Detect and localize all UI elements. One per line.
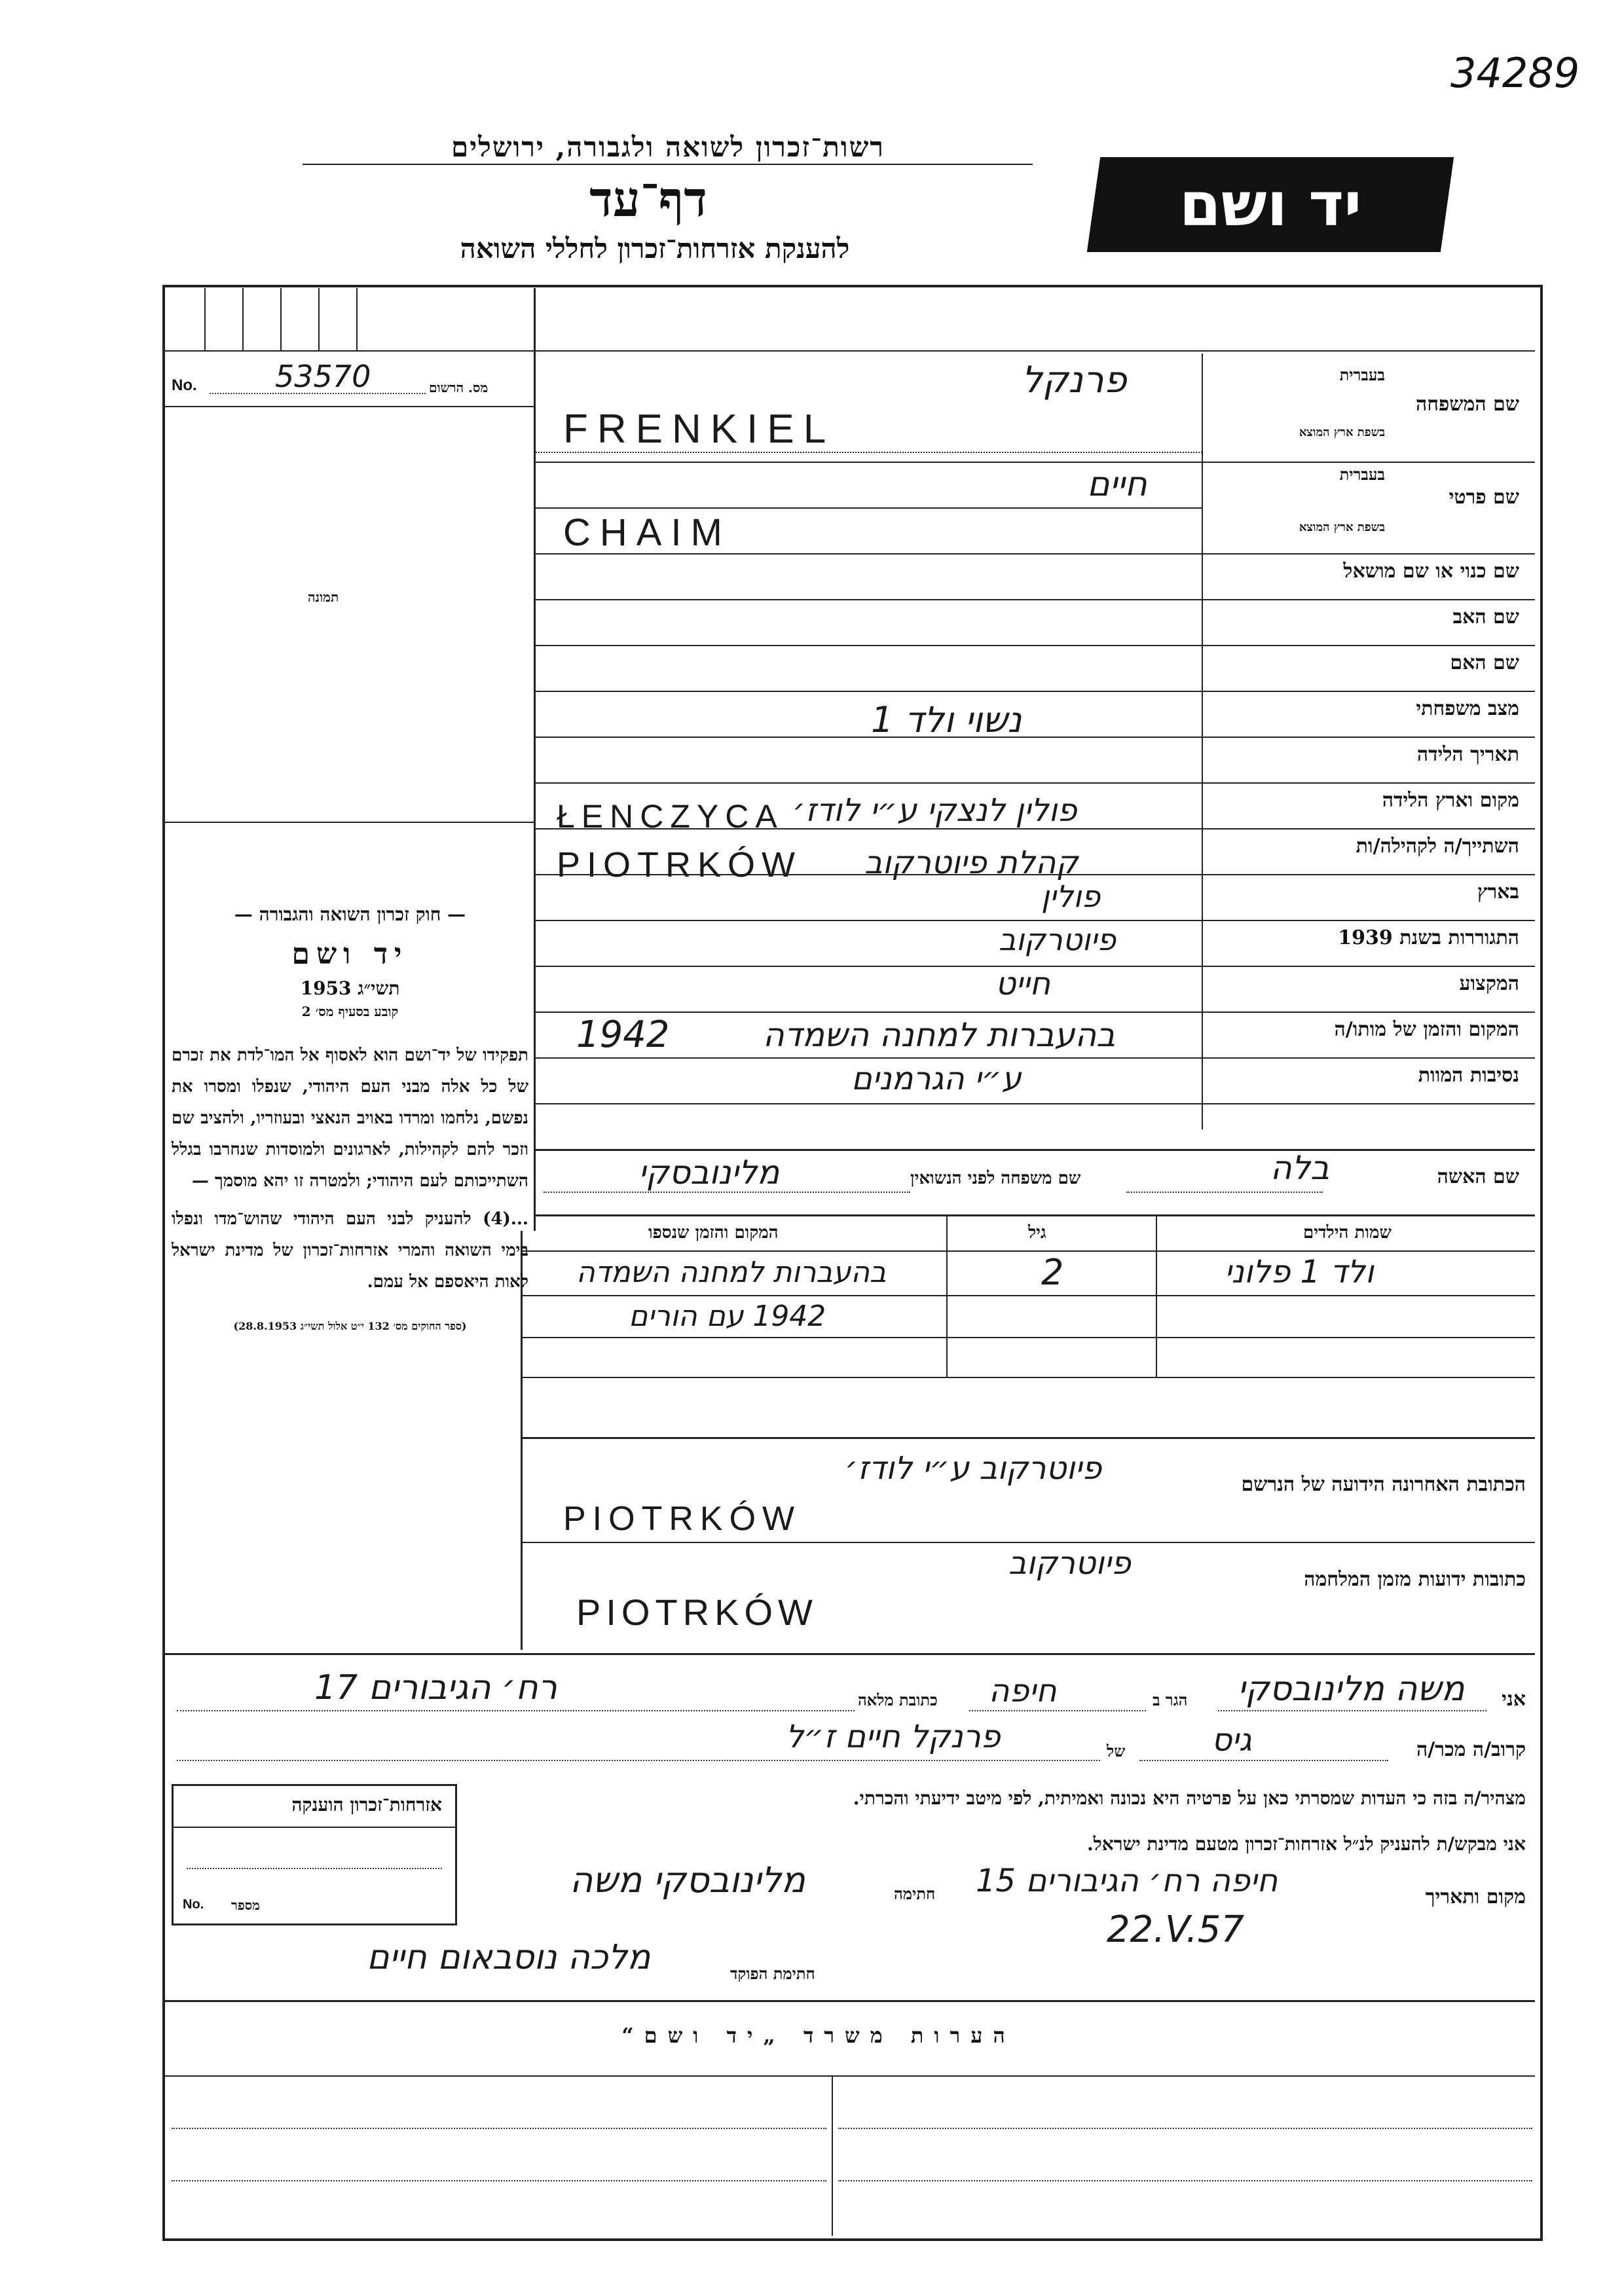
certificate-title: אזרחות־זכרון הוענקה	[291, 1794, 442, 1815]
first-name-latin: CHAIM	[563, 511, 731, 554]
birthplace-latin: ŁENCZYCA	[557, 798, 784, 835]
war-address-label: כתובות ידועות מזמן המלחמה	[1304, 1568, 1526, 1591]
photo-label: תמונה	[308, 589, 339, 605]
surname-latin: FRENKIEL	[563, 407, 836, 452]
authority-line: רשות־זכרון לשואה ולגבורה, ירושלים	[451, 131, 885, 163]
law-paragraph-2: ...(4) להעניק לבני העם היהודי שהוש־מדו ונפלו בימי השואה והמרי אזרחות־זכרון של מדינת ישראל לאות היאספם אל עמם.	[172, 1209, 528, 1292]
relation-label: קרוב/ה מכר/ה	[1416, 1738, 1526, 1761]
registration-no-label: No.	[172, 376, 197, 394]
war-address-hebrew: פיוטרקוב	[1008, 1545, 1131, 1582]
form-title: דף־עד	[589, 172, 707, 228]
place-date-label: מקום ותאריך	[1425, 1886, 1526, 1908]
community-hebrew: קהלת פיוטרקוב	[864, 845, 1079, 881]
law-title: — חוק זכרון השואה והגבורה —	[234, 903, 466, 925]
certificate-number-label: מספר	[231, 1897, 260, 1913]
circumstances-value: ע״י הגרמנים	[851, 1061, 1022, 1097]
certificate-no-label: No.	[183, 1897, 204, 1912]
official-signature: מלכה נוסבאום חיים	[367, 1938, 651, 1977]
last-address-label: הכתובת האחרונה הידועה של הנרשם	[1241, 1473, 1526, 1496]
residence-1939-label: התגוררות בשנת 1939	[1338, 926, 1519, 949]
first-name-label: שם פרטי	[1449, 486, 1519, 509]
certificate-box	[172, 1784, 457, 1925]
relation-of-name: פרנקל חיים ז״ל	[786, 1719, 1001, 1755]
wife-name-label: שם האשה	[1437, 1165, 1519, 1188]
last-address-latin: PIOTRKÓW	[563, 1500, 802, 1538]
form-subtitle: להענקת אזרחות־זכרון לחללי השואה	[460, 232, 850, 264]
surname-label: שם המשפחה	[1415, 393, 1519, 416]
child-place: בהעברות למחנה השמדה	[576, 1256, 887, 1289]
first-name-hebrew-hint: בעברית	[1339, 465, 1385, 484]
corner-number: 34289	[1450, 49, 1580, 97]
death-place-time-label: המקום והזמן של מותו/ה	[1334, 1018, 1519, 1041]
declaration-date: 22.V.57	[1107, 1908, 1244, 1951]
wife-name: בלה	[1270, 1149, 1329, 1187]
children-place-header: המקום והזמן שנספו	[648, 1223, 779, 1243]
law-source: (ספר החוקים מס׳ 132 י״ט אלול תשי״ג 28.8.1953)	[233, 1320, 467, 1332]
first-name-origin-hint: בשפת ארץ המוצא	[1299, 520, 1385, 534]
child-name: ולד 1 פלוני	[1225, 1254, 1374, 1290]
law-box	[172, 903, 528, 1333]
declarant-city: חיפה	[989, 1673, 1057, 1709]
marital-status-label: מצב משפחתי	[1416, 697, 1519, 720]
resides-label: הגר ב	[1153, 1690, 1188, 1709]
death-year: 1942	[576, 1013, 670, 1056]
signature-label: חתימה	[894, 1884, 936, 1903]
first-name-hebrew: חיים	[1087, 465, 1147, 504]
profession-value: חייט	[995, 966, 1050, 1002]
relation-value: גיס	[1211, 1722, 1252, 1758]
child-time: 1942 עם הורים	[629, 1300, 826, 1333]
child-age: 2	[1041, 1252, 1064, 1293]
country-value: פולין	[1041, 879, 1101, 914]
birthdate-label: תאריך הלידה	[1416, 743, 1519, 766]
wife-maiden-name: מלינובסקי	[638, 1154, 780, 1192]
birthplace-label: מקום וארץ הלידה	[1382, 789, 1519, 812]
official-signature-label: חתימת הפוקד	[730, 1964, 815, 1983]
marital-status-value: נשוי ולד 1	[871, 699, 1022, 740]
place-date-value: חיפה רח׳ הגיבורים 15	[976, 1863, 1278, 1899]
nickname-label: שם כנוי או שם מושאל	[1343, 560, 1519, 583]
birthplace-hebrew: פולין לנצקי ע״י לודז׳	[792, 792, 1077, 829]
registration-label: מס. הרשום	[429, 380, 489, 395]
surname-origin-hint: בשפת ארץ המוצא	[1299, 426, 1385, 439]
surname-hebrew-hint: בעברית	[1339, 365, 1385, 384]
logo-text: יד ושם	[1179, 170, 1362, 240]
profession-label: המקצוע	[1459, 972, 1519, 995]
children-age-header: גיל	[1028, 1223, 1046, 1243]
request-text: אני מבקש/ת להעניק לנ״ל אזרחות־זכרון מטעם מדינת ישראל.	[1086, 1833, 1526, 1855]
father-name-label: שם האב	[1452, 606, 1519, 629]
wife-maiden-label: שם משפחה לפני הנשואין	[910, 1169, 1081, 1188]
full-address-label: כתובת מלאה	[858, 1690, 938, 1709]
declarant-label: אני	[1502, 1688, 1526, 1711]
declarant-name: משה מלינובסקי	[1238, 1669, 1465, 1709]
community-latin: PIOTRKÓW	[557, 845, 802, 884]
residence-1939-value: פיוטרקוב	[999, 922, 1116, 957]
death-place-time-value: בהעברות למחנה השמדה	[763, 1016, 1116, 1054]
community-label: השתייך/ה לקהילה/ות	[1356, 835, 1519, 858]
declarant-signature: מלינובסקי משה	[570, 1859, 805, 1901]
surname-hebrew: פרנקל	[1022, 359, 1127, 401]
statement-text: מצהיר/ה בזה כי העדות שמסרתי כאן על פרטיה היא נכונה ואמיתית, לפי מיטב ידיעתי והכרתי.	[853, 1787, 1526, 1809]
law-name: יד ושם	[291, 938, 409, 971]
office-notes-title: הערות משרד „יד ושם“	[621, 2023, 1016, 2048]
of-label: של	[1107, 1741, 1126, 1760]
yad-vashem-logo	[1087, 157, 1454, 252]
last-address-hebrew: פיוטרקוב ע״י לודז׳	[845, 1450, 1102, 1487]
law-paragraph-1: תפקידו של יד־ושם הוא לאסוף אל המו־לדת את זכרם של כל אלה מבני העם היהודי, שנפלו ומסרו את נפשם, נלחמו ומרדו באויב הנאצי ובעוזריו, ולהציב שם וזכר להם לקהילות, לארגונים ולמוסדות שנחרבו בגלל השתייכותם לעם היהודי; ולמטרה זו יהא מוסמך —	[172, 1046, 528, 1191]
declarant-address: רח׳ הגיבורים 17	[314, 1668, 557, 1707]
law-year: תשי״ג 1953	[300, 977, 400, 999]
mother-name-label: שם האם	[1450, 651, 1519, 674]
registration-number: 53570	[275, 359, 371, 394]
country-label: בארץ	[1477, 881, 1519, 903]
war-address-latin: PIOTRKÓW	[576, 1592, 818, 1633]
law-clause: קובע בסעיף מס׳ 2	[301, 1004, 399, 1019]
children-names-header: שמות הילדים	[1303, 1223, 1392, 1243]
circumstances-label: נסיבות המוות	[1418, 1064, 1519, 1087]
